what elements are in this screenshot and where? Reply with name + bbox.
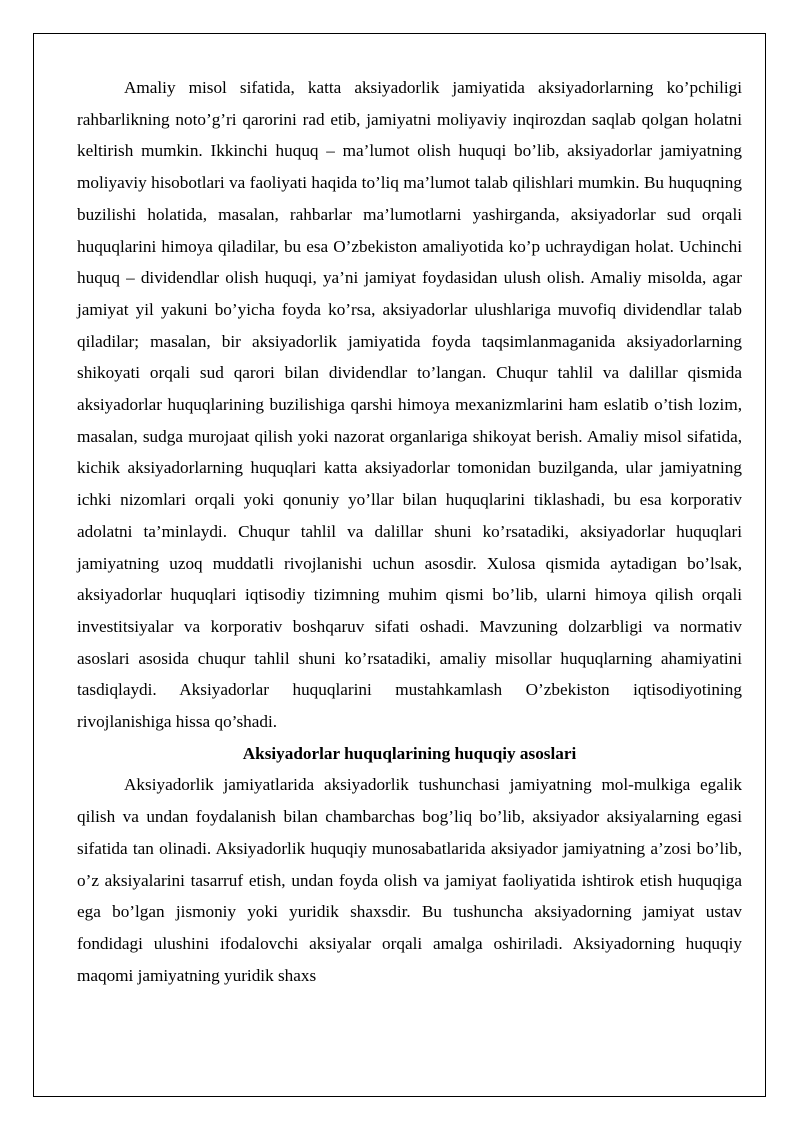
section-heading: Aksiyadorlar huquqlarining huquqiy asoslari <box>242 743 577 763</box>
document-body <box>77 72 742 991</box>
body-paragraph: Aksiyadorlik jamiyatlarida aksiyadorlik tushunchasi jamiyatning mol-mulkiga egalik qilish va undan foydalanish bilan chambarchas bog’liq bo’lib, aksiyador aksiyalarning egasi sifatida tan olinadi. Aksiyadorlik huquqiy munosabatlarida aksiyador jamiyatning a’zosi bo’lib, o’z aksiyalarini tasarruf etish, undan foyda olish va jamiyat faoliyatida ishtirok etish huquqiga ega bo’lgan jismoniy yoki yuridik shaxsdir. Bu tushuncha aksiyadorning jamiyat ustav fondidagi ulushini ifodalovchi aksiyalar orqali amalga oshiriladi. Aksiyadorning huquqiy maqomi jamiyatning yuridik shaxs <box>77 775 742 985</box>
body-paragraph: Amaliy misol sifatida, katta aksiyadorlik jamiyatida aksiyadorlarning ko’pchiligi rahbarlikning noto’g’ri qarorini rad etib, jamiyatni moliyaviy inqirozdan saqlab qolgan holatni keltirish mumkin. Ikkinchi huquq – ma’lumot olish huquqi bo’lib, aksiyadorlar jamiyatning moliyaviy hisobotlari va faoliyati haqida to’liq ma’lumot talab qilishlari mumkin. Bu huquqning buzilishi holatida, masalan, rahbarlar ma’lumotlarni yashirganda, aksiyadorlar sud orqali huquqlarini himoya qiladilar, bu esa O’zbekiston amaliyotida ko’p uchraydigan holat. Uchinchi huquq – dividendlar olish huquqi, ya’ni jamiyat foydasidan ulush olish. Amaliy misolda, agar jamiyat yil yakuni bo’yicha foyda ko’rsa, aksiyadorlar ulushlariga muvofiq dividendlar talab qiladilar; masalan, bir aksiyadorlik jamiyatida foyda taqsimlanmaganida aksiyadorlarning shikoyati orqali sud qarori bilan dividendlar to’langan. Chuqur tahlil va dalillar qismida aksiyadorlar huquqlarining buzilishiga qarshi himoya mexanizmlarini ham eslatib o’tish lozim, masalan, sudga murojaat qilish yoki nazorat organlariga shikoyat berish. Amaliy misol sifatida, kichik aksiyadorlarning huquqlari katta aksiyadorlar tomonidan buzilganda, ular jamiyatning ichki nizomlari orqali yoki qonuniy yo’llar bilan huquqlarini tiklashadi, bu esa korporativ adolatni ta’minlaydi. Chuqur tahlil va dalillar shuni ko’rsatadiki, aksiyadorlar huquqlari jamiyatning uzoq muddatli rivojlanishi uchun asosdir. Xulosa qismida aytadigan bo’lsak, aksiyadorlar huquqlari iqtisodiy tizimning muhim qismi bo’lib, ularni himoya qilish orqali investitsiyalar va korporativ boshqaruv sifati oshadi. Mavzuning dolzarbligi va normativ asoslari asosida chuqur tahlil shuni ko’rsatadiki, amaliy misollar huquqlarning ahamiyatini tasdiqlaydi. Aksiyadorlar huquqlarini mustahkamlash O’zbekiston iqtisodiyotining rivojlanishiga hissa qo’shadi. <box>77 78 742 732</box>
